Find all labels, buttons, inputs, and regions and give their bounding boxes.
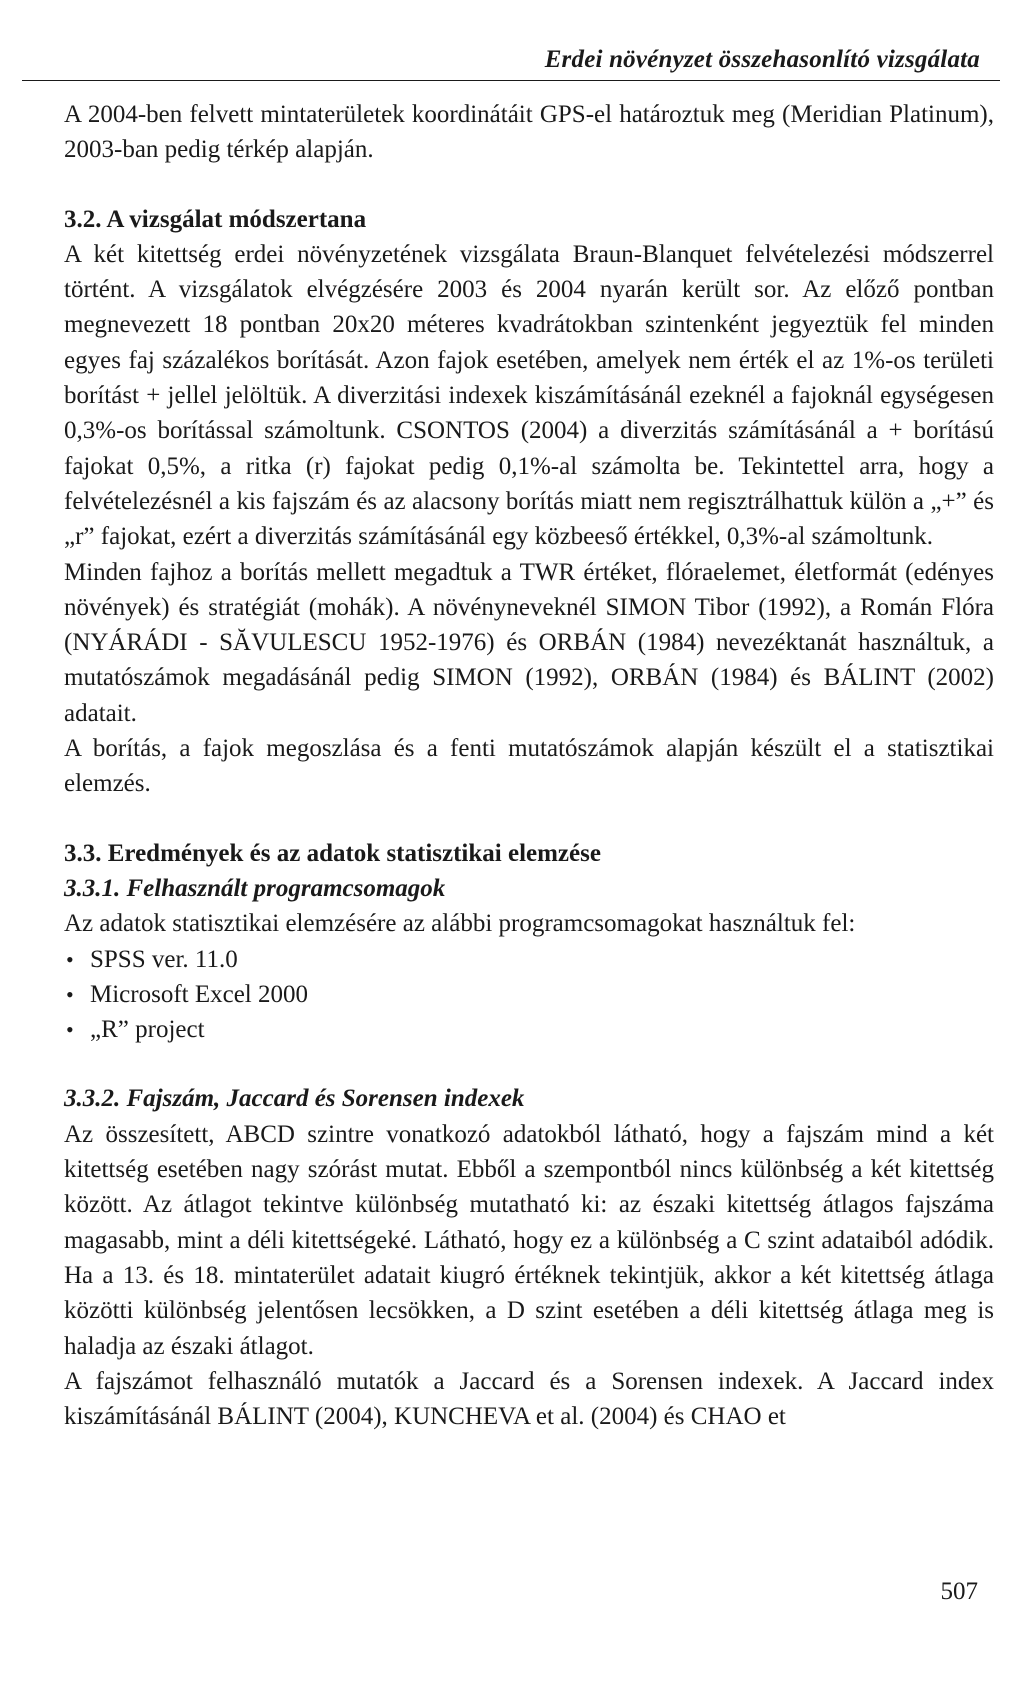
- list-item-label: SPSS ver. 11.0: [90, 945, 238, 973]
- running-header-title: Erdei növényzet összehasonlító vizsgálata: [544, 46, 980, 73]
- bullet-icon: •: [66, 981, 74, 1007]
- list-item: [64, 977, 994, 1012]
- subsection-3-3-2-paragraph-2: A fajszámot felhasználó mutatók a Jaccard és a Sorensen indexek. A Jaccard index kiszámításánál BÁLINT (2004), KUNCHEVA et al. (2004) és CHAO et: [64, 1367, 994, 1431]
- subsection-3-3-1-intro: Az adatok statisztikai elemzésére az alábbi programcsomagokat használtuk fel:: [64, 910, 856, 938]
- page-number: 507: [940, 1578, 978, 1605]
- header-rule: [22, 80, 1000, 81]
- section-3-2-paragraph-2: Minden fajhoz a borítás mellett megadtuk a TWR értéket, flóraelemet, életformát (edényes növények) és stratégiát (mohák). A növényneveknél SIMON Tibor (1992), a Román Flóra (NYÁRÁDI - SĂVULESCU 1952-1976) és ORBÁN (1984) nevezéktanát használtuk, a mutatószámok megadásánál pedig SIMON (1992), ORBÁN (1984) és BÁLINT (2002) adatait.: [64, 558, 994, 727]
- bullet-icon: •: [66, 1017, 74, 1043]
- subsection-3-3-2-paragraph-1: Az összesített, ABCD szintre vonatkozó adatokból látható, hogy a fajszám mind a két kitettség esetében nagy szórást mutat. Ebből a szempontból nincs különbség a két kitettség között. Az átlagot tekintve különbség mutatható ki: az északi kitettség átlagos fajszáma magasabb, mint a déli kitettségeké. Látható, hogy ez a különbség a C szint adataiból adódik. Ha a 13. és 18. mintaterület adatait kiugró értéknek tekintjük, akkor a két kitettség átlaga közötti különbség jelentősen lecsökken, a D szint esetében a déli kitettség átlaga meg is haladja az északi átlagot.: [64, 1120, 994, 1360]
- list-item: [64, 942, 994, 977]
- section-heading-3-2: 3.2. A vizsgálat módszertana: [64, 205, 367, 233]
- software-list: [64, 942, 994, 1048]
- page-body: [64, 97, 994, 1434]
- section-3-2-paragraph-3: A borítás, a fajok megoszlása és a fenti mutatószámok alapján készült el a statisztikai elemzés.: [64, 735, 994, 798]
- bullet-icon: •: [66, 946, 74, 972]
- spacer: [64, 1047, 994, 1081]
- spacer: [64, 168, 994, 202]
- section-3-2-paragraph-1: A két kitettség erdei növényzetének vizsgálata Braun-Blanquet felvételezési módszerrel történt. A vizsgálatok elvégzésére 2003 és 2004 nyarán került sor. Az előző pontban megnevezett 18 pontban 20x20 méteres kvadrátokban szintenként jegyeztük fel minden egyes faj százalékos borítását. Azon fajok esetében, amelyek nem érték el az 1%-os területi borítást + jellel jelöltük. A diverzitási indexek kiszámításánál ezeknél a fajoknál egységesen 0,3%-os borítással számoltunk. CSONTOS (2004) a diverzitás számításánál a + borítású fajokat 0,5%, a ritka (r) fajokat pedig 0,1%-al számolta be. Tekintettel arra, hogy a felvételezésnél a kis fajszám és az alacsony borítás miatt nem regisztrálhattuk külön a „+” és „r” fajokat, ezért a diverzitás számításánál egy közbeeső értékkel, 0,3%-al számoltunk.: [64, 240, 994, 551]
- spacer: [64, 802, 994, 836]
- subsection-heading-3-3-2: 3.3.2. Fajszám, Jaccard és Sorensen indexek: [64, 1085, 525, 1113]
- list-item: [64, 1012, 994, 1047]
- intro-paragraph: A 2004-ben felvett mintaterületek koordinátáit GPS-el határoztuk meg (Meridian Platinum), 2003-ban pedig térkép alapján.: [64, 101, 994, 164]
- subsection-heading-3-3-1: 3.3.1. Felhasznált programcsomagok: [64, 874, 446, 902]
- section-heading-3-3: 3.3. Eredmények és az adatok statisztikai elemzése: [64, 839, 601, 867]
- list-item-label: Microsoft Excel 2000: [90, 980, 309, 1008]
- list-item-label: „R” project: [90, 1016, 205, 1044]
